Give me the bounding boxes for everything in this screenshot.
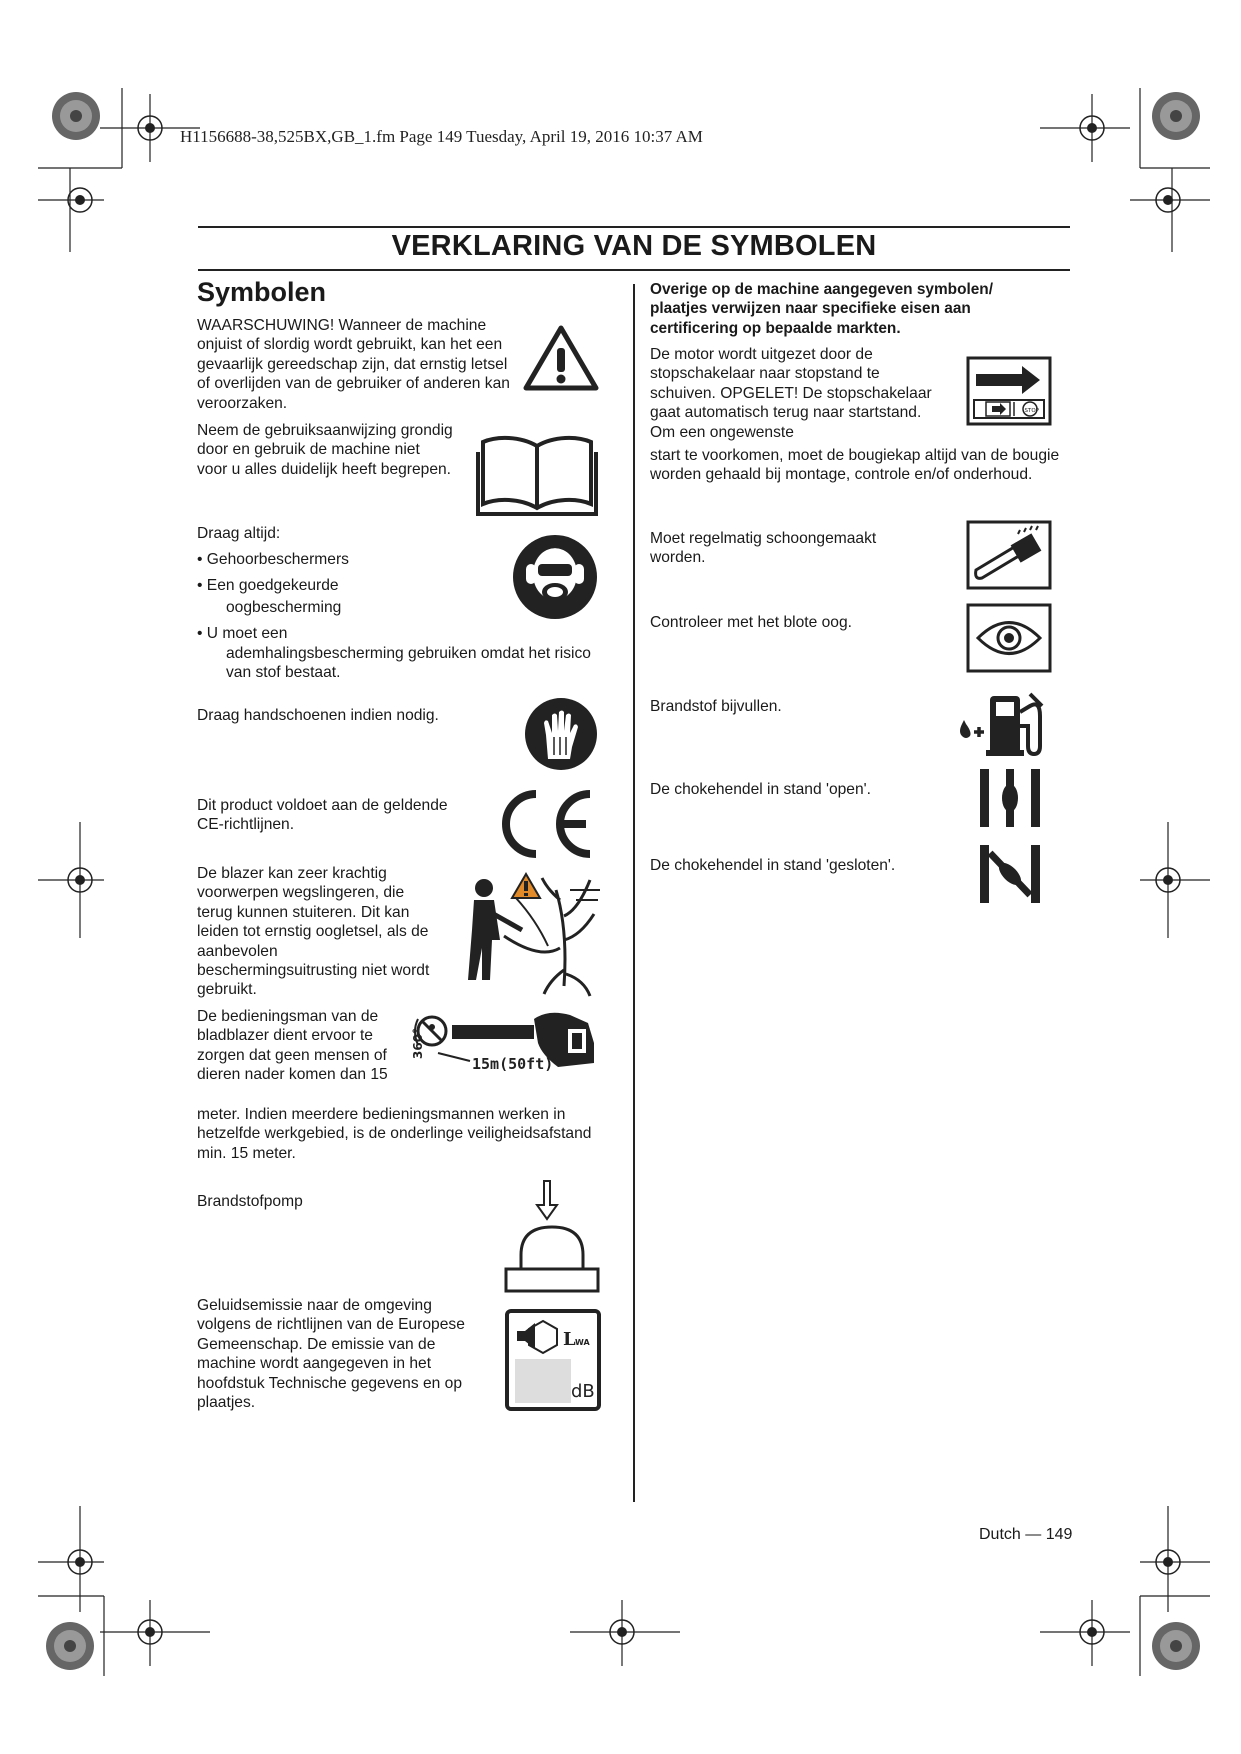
wear-item-hearing: • Gehoorbeschermers (197, 551, 349, 568)
ppe-hearing-eye-mask-icon (512, 534, 598, 620)
wear-item-eyes-cont: oogbescherming (226, 599, 342, 616)
distance-text-a: De bedieningsman van de bladblazer dient ervoor te zorgen dat geen mensen of dieren nader komen dan 15 (197, 1008, 388, 1084)
wear-item-breathing: • U moet een (197, 625, 288, 642)
stop-label: STOP (1024, 408, 1039, 414)
manual-book-icon (475, 432, 599, 518)
cleaning-brush-icon (966, 520, 1052, 590)
ce-text: Dit product voldoet aan de geldende CE-richtlijnen. (197, 797, 448, 834)
distance-label: 15m(50ft) (472, 1055, 554, 1073)
fuel-pump-primer-icon (503, 1177, 601, 1295)
file-header: H1156688-38,525BX,GB_1.fm Page 149 Tuesday, April 19, 2016 10:37 AM (180, 127, 703, 146)
stop-text-b: start te voorkomen, moet de bougiekap altijd van de bougie worden gehaald bij montage, controle en/of onderhoud. (650, 447, 1060, 484)
gloves-icon (524, 697, 598, 771)
refuel-text: Brandstof bijvullen. (650, 698, 782, 715)
fuel-pump-text: Brandstofpomp (197, 1193, 303, 1210)
gloves-text: Draag handschoenen indien nodig. (197, 707, 439, 724)
column-divider (633, 284, 635, 1502)
choke-closed-text: De chokehendel in stand 'gesloten'. (650, 857, 896, 874)
stop-switch-icon (966, 356, 1052, 426)
db-label: dB (571, 1381, 595, 1402)
degrees-label: 360° (411, 1027, 425, 1059)
page-footer: Dutch — 149 (979, 1526, 1073, 1543)
refuel-pump-icon (954, 686, 1056, 758)
choke-open-icon (978, 767, 1042, 829)
lwa-label: L (563, 1329, 576, 1350)
section-title: Symbolen (197, 277, 327, 307)
blower-hazard-text: De blazer kan zeer krachtig voorwerpen wegslingeren, die terug kunnen stuiteren. Dit kan leiden tot ernstig oogletsel, als de aanbevolen beschermingsuitrusting niet wordt gebruikt. (197, 865, 430, 999)
noise-level-lwa-icon (505, 1309, 601, 1411)
blower-hazard-operator-icon (460, 870, 604, 998)
safety-distance-icon (398, 1005, 604, 1085)
stop-text-a: De motor wordt uitgezet door de stopschakelaar naar stopstand te schuiven. OPGELET! De stopschakelaar gaat automatisch terug naar startstand. Om een ongewenste (650, 346, 932, 441)
choke-closed-icon (978, 843, 1042, 905)
ce-mark-icon (490, 786, 600, 862)
right-intro: Overige op de machine aangegeven symbolen/ plaatjes verwijzen naar specifieke eisen aan certificering op bepaalde markten. (650, 281, 993, 337)
warning-triangle-icon (523, 324, 599, 392)
eye-inspect-icon (966, 603, 1052, 673)
noise-text: Geluidsemissie naar de omgeving volgens de richtlijnen van de Europese Gemeenschap. De emissie van de machine wordt aangegeven in het hoofdstuk Technische gegevens en op plaatjes. (197, 1297, 465, 1412)
title-rule-bottom (198, 269, 1070, 271)
wear-intro: Draag altijd: (197, 525, 281, 542)
wear-item-breathing-cont: ademhalingsbescherming gebruiken omdat het risico van stof bestaat. (226, 645, 591, 682)
clean-text: Moet regelmatig schoongemaakt worden. (650, 530, 877, 567)
lwa-sub-label: WA (575, 1338, 590, 1347)
inspect-text: Controleer met het blote oog. (650, 614, 852, 631)
wear-item-eyes: • Een goedgekeurde (197, 577, 339, 594)
page-title: VERKLARING VAN DE SYMBOLEN (391, 230, 877, 262)
title-rule-top (198, 226, 1070, 228)
manual-text: Neem de gebruiksaanwijzing grondig door en gebruik de machine niet voor u alles duidelijk heeft begrepen. (197, 422, 453, 478)
distance-text-b: meter. Indien meerdere bedieningsmannen werken in hetzelfde werkgebied, is de onderlinge veiligheidsafstand min. 15 meter. (197, 1106, 592, 1162)
choke-open-text: De chokehendel in stand 'open'. (650, 781, 871, 798)
warning-text: WAARSCHUWING! Wanneer de machine onjuist of slordig wordt gebruikt, kan het een gevaarlijk gereedschap zijn, dat ernstig letsel of overlijden van de gebruiker of anderen kan veroorzaken. (197, 317, 510, 412)
